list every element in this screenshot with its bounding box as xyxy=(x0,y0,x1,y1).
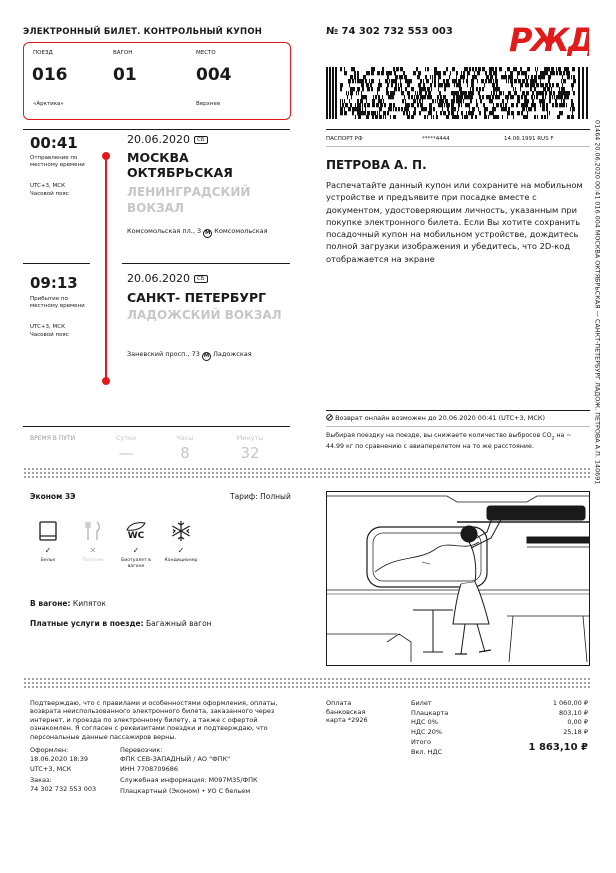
bedding-mark: ✓ xyxy=(44,546,52,555)
seat-label: МЕСТО xyxy=(196,50,216,56)
eco-text-1: Выбирая поездку на поезде, вы снижаете количество выбросов CO xyxy=(326,432,552,439)
perforation-bottom xyxy=(23,677,590,688)
total-label: Итого xyxy=(411,738,432,746)
service-meal xyxy=(75,518,111,564)
refund-row xyxy=(326,414,545,422)
service-bedding xyxy=(30,518,66,564)
departure-time-note: Отправление по местному времени xyxy=(30,155,85,168)
vat0-value: 0,00 ₽ xyxy=(567,718,588,726)
vat20-value: 25,18 ₽ xyxy=(563,728,588,736)
travel-time-rule xyxy=(23,426,290,427)
departure-date: 20.06.2020 xyxy=(127,133,190,146)
arrival-time: 09:13 xyxy=(30,274,78,292)
consent-text: Подтверждаю, что с правилами и особенностями оформления, оплаты, возврата неиспользованного электронного билета, заказанного через интернет, и проезда по электронному билету, а также с офертой ознакомлен. Я согласен с реквизитами поездки и подтверждаю, что персональные данные пассажиров верны. xyxy=(30,699,278,741)
payment-label: Оплата xyxy=(326,699,352,707)
departure-date-row xyxy=(127,134,208,146)
departure-address-row xyxy=(127,227,268,238)
service-class: Эконом 3Э xyxy=(30,492,76,501)
train-illustration xyxy=(326,491,590,666)
arrival-address: Заневский просп., 73 xyxy=(127,350,200,358)
car-type: Плацкартный (Эконом) • УО С бельем xyxy=(120,787,251,795)
payment-method: банковская карта *2926 xyxy=(326,708,368,725)
route-right-divider xyxy=(122,263,290,264)
route-end-dot xyxy=(102,377,110,385)
travel-minutes-label: Минуты xyxy=(236,434,264,442)
in-car-value: Кипяток xyxy=(72,599,106,608)
metro-icon: М xyxy=(203,353,210,359)
travel-days-label: Сутки xyxy=(115,434,137,442)
departure-address: Комсомольская пл., 3 xyxy=(127,227,202,235)
travel-hours: 8 xyxy=(180,444,190,462)
carrier-name: ФПК СЕВ-ЗАПАДНЫЙ / АО "ФПК" xyxy=(120,755,231,763)
departure-city: МОСКВА ОКТЯБРЬСКАЯ xyxy=(127,150,233,180)
carrier-label: Перевозчик: xyxy=(120,746,163,754)
in-car-label: В вагоне: xyxy=(30,599,71,608)
price-ticket-value: 1 060,00 ₽ xyxy=(552,699,588,707)
refund-text: Возврат онлайн возможен до 20.06.2020 00:41 (UTC+3, МСК) xyxy=(335,414,546,422)
departure-day-badge: СБ xyxy=(194,136,208,144)
departure-station: ЛЕНИНГРАДСКИЙ ВОКЗАЛ xyxy=(127,185,251,215)
ticket-number: № 74 302 732 553 003 xyxy=(326,26,453,37)
document-number: *****4444 xyxy=(422,136,450,142)
travel-time-label: ВРЕМЯ В ПУТИ xyxy=(30,435,76,442)
travel-hours-label: Часы xyxy=(176,434,194,442)
travel-minutes: 32 xyxy=(240,444,260,462)
ticket-title: ЭЛЕКТРОННЫЙ БИЛЕТ. КОНТРОЛЬНЫЙ КУПОН xyxy=(23,27,263,37)
no-refund-icon xyxy=(326,414,333,421)
route-left-divider xyxy=(23,263,90,264)
refund-under-rule xyxy=(326,426,590,427)
route-top-rule xyxy=(23,129,290,130)
document-type: ПАСПОРТ РФ xyxy=(326,136,363,142)
refund-rule xyxy=(326,410,590,411)
bedding-icon xyxy=(30,518,66,544)
eco-sub: 2 xyxy=(551,436,555,442)
arrival-tz-label: Часовой пояс xyxy=(30,332,69,338)
issued-date: 18.06.2020 18:39 xyxy=(30,755,89,763)
side-service-text: 01464 20.06.2020 00:41 016 004 МОСКВА ОКТЯБРЬСКАЯ — САНКТ-ПЕТЕРБУРГ ЛАДОЖ. ПЕТРОВА А.П. 140691 xyxy=(593,120,602,485)
departure-tz-label: Часовой пояс xyxy=(30,191,69,197)
paid-services-value: Багажный вагон xyxy=(146,619,212,628)
arrival-date: 20.06.2020 xyxy=(127,272,190,285)
train-label: ПОЕЗД xyxy=(33,50,53,56)
seat-number: 004 xyxy=(196,65,232,85)
train-number: 016 xyxy=(32,65,68,85)
departure-tz: UTC+3, МСК xyxy=(30,183,65,189)
arrival-city: САНКТ- ПЕТЕРБУРГ xyxy=(127,290,267,305)
arrival-station: ЛАДОЖСКИЙ ВОКЗАЛ xyxy=(127,308,282,322)
side-strip xyxy=(592,120,606,560)
passenger-doc-rule xyxy=(326,146,590,147)
arrival-tz: UTC+3, МСК xyxy=(30,324,65,330)
eco-text-2: на ~ 44.99 кг по сравнению с авиаперелетом на то же расстояние. xyxy=(326,432,572,450)
passenger-top-rule xyxy=(326,129,590,130)
departure-metro: Комсомольская xyxy=(214,227,268,235)
wc-icon xyxy=(118,518,154,544)
order-number: 74 302 732 553 003 xyxy=(30,785,97,793)
eco-note xyxy=(326,432,588,451)
meal-icon xyxy=(75,518,111,544)
boarding-instructions: Распечатайте данный купон или сохраните на мобильном устройстве и предъявите при посадке вместе с документом, удостоверяющим личность, указанным при покупке электронного билета. Если Вы хотите сохранить посадочный купон на мобильном устройстве, дождитесь полной загрузки изображения и убедитесь, что 2D-код отображается на экране xyxy=(326,180,583,264)
arrival-metro: Ладожская xyxy=(213,350,252,358)
order-label: Заказ: xyxy=(30,776,52,784)
wc-icon-text: WC xyxy=(127,531,145,541)
service-conditioner xyxy=(163,518,199,564)
metro-icon: М xyxy=(204,230,211,236)
conditioner-label: Кондиционер xyxy=(164,558,198,563)
route-start-dot xyxy=(102,152,110,160)
arrival-day-badge: СБ xyxy=(194,275,208,283)
perforation-top xyxy=(23,467,590,478)
wc-label: Биотуалет в вагоне xyxy=(121,558,151,569)
price-platskart-value: 803,10 ₽ xyxy=(559,709,588,717)
carrier-inn: ИНН 7708709686 xyxy=(120,765,179,773)
logo-wordmark: РЖД xyxy=(509,21,589,58)
car-label: ВАГОН xyxy=(113,50,133,56)
departure-time: 00:41 xyxy=(30,134,78,152)
price-ticket-label: Билет xyxy=(411,699,432,707)
wc-mark: ✓ xyxy=(132,546,140,555)
arrival-date-row xyxy=(127,273,208,285)
service-wc xyxy=(118,518,154,569)
arrival-time-note: Прибытие по местному времени xyxy=(30,296,85,309)
paid-services-label: Платные услуги в поезде: xyxy=(30,619,144,628)
car-number: 01 xyxy=(113,65,137,85)
issued-label: Оформлен: xyxy=(30,746,69,754)
arrival-address-row xyxy=(127,350,252,361)
total-sub-label: Вкл. НДС xyxy=(411,748,443,756)
train-name: «Арктика» xyxy=(33,101,64,107)
snowflake-icon xyxy=(163,518,199,544)
pdf417-barcode xyxy=(326,67,590,119)
meal-label: Питание xyxy=(82,558,104,563)
issued-tz: UTC+3, МСК xyxy=(30,765,72,773)
price-platskart-label: Плацкарта xyxy=(411,709,449,717)
tariff: Тариф: Полный xyxy=(230,492,291,501)
route-line xyxy=(105,155,107,381)
passenger-birth: 14.06.1991 RUS F xyxy=(504,136,554,142)
total-value: 1 863,10 ₽ xyxy=(528,742,588,753)
paid-services-row xyxy=(30,619,212,628)
seat-position: Верхнее xyxy=(196,101,221,107)
in-car-row xyxy=(30,599,106,608)
service-info: Служебная информация: М097М35/ФПК xyxy=(120,776,258,784)
passenger-name: ПЕТРОВА А. П. xyxy=(326,158,427,172)
conditioner-mark: ✓ xyxy=(177,546,185,555)
vat0-label: НДС 0% xyxy=(411,718,438,726)
rzd-logo xyxy=(507,20,589,58)
meal-mark: ✕ xyxy=(89,546,97,555)
bedding-label: Белье xyxy=(40,558,56,563)
travel-days: — xyxy=(118,444,134,462)
vat20-label: НДС 20% xyxy=(411,728,443,736)
